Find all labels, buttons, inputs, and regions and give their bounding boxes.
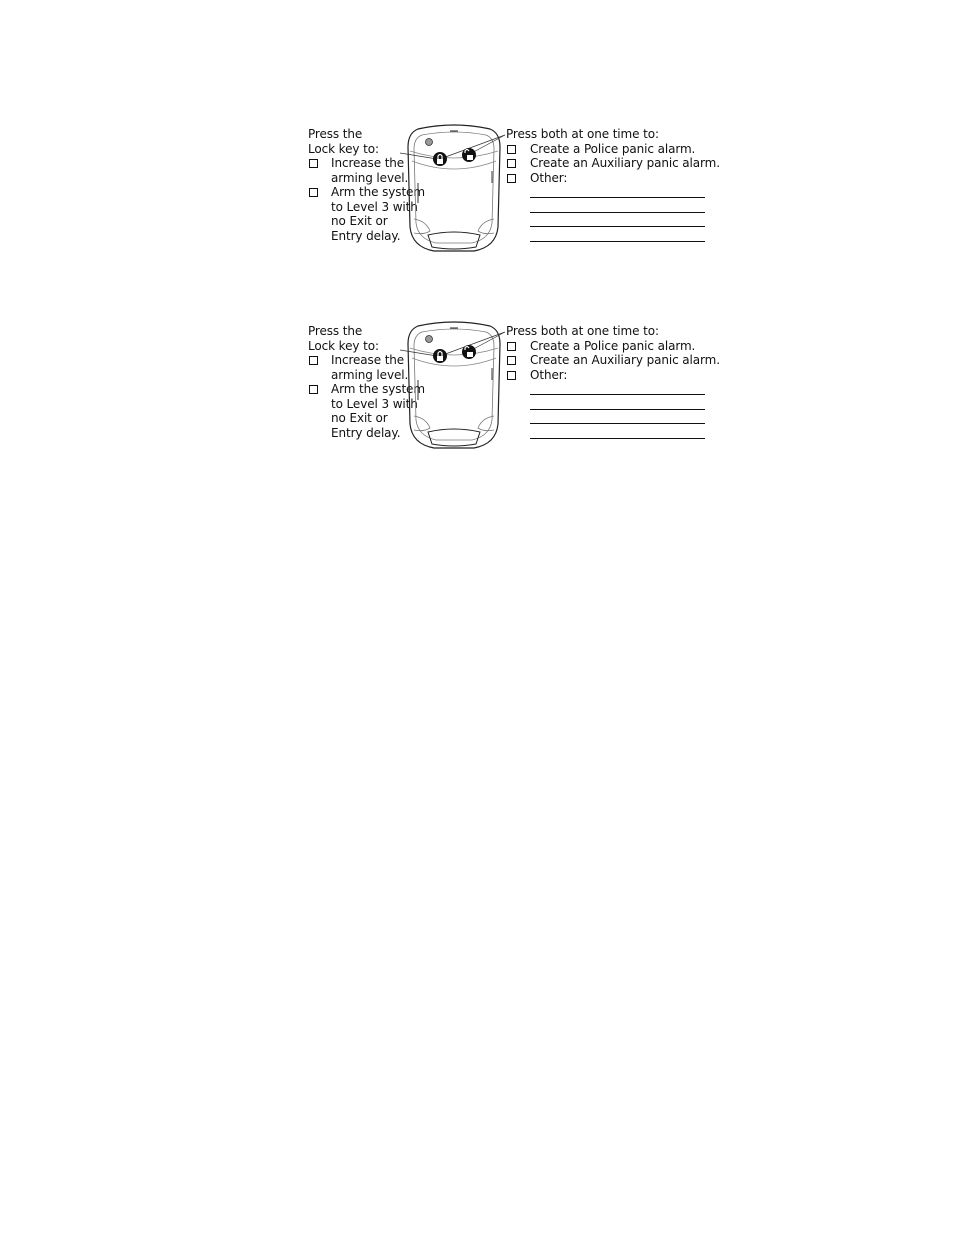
- option-text-line: Arm the system: [331, 185, 425, 199]
- both-option-auxiliary-panic[interactable]: [506, 156, 720, 171]
- option-text-line: to Level 3 with: [331, 199, 418, 214]
- both-keys-instructions: [506, 127, 720, 185]
- blank-write-line[interactable]: [530, 409, 705, 410]
- checkbox-icon[interactable]: [507, 145, 516, 154]
- option-text-line: Create a Police panic alarm.: [530, 338, 696, 353]
- blank-write-line[interactable]: [530, 423, 705, 424]
- lock-intro-line: Lock key to:: [308, 338, 379, 353]
- option-text-line: Entry delay.: [331, 425, 401, 440]
- option-text-line: no Exit or: [331, 214, 388, 228]
- key-fob-remote-icon: [404, 123, 504, 255]
- option-text-line: Create a Police panic alarm.: [530, 141, 696, 156]
- checkbox-icon[interactable]: [309, 356, 318, 365]
- both-intro-text: Press both at one time to:: [506, 127, 659, 141]
- led-indicator-icon: [426, 139, 433, 146]
- keyfob-config-panel-1: [300, 123, 720, 263]
- both-option-police-panic[interactable]: [506, 142, 720, 157]
- both-intro-text: Press both at one time to:: [506, 324, 659, 338]
- lock-intro-line: Press the: [308, 324, 363, 338]
- both-keys-instructions: [506, 324, 720, 382]
- option-text-line: arming level.: [331, 367, 409, 382]
- checkbox-icon[interactable]: [507, 356, 516, 365]
- lock-intro-line: Lock key to:: [308, 141, 379, 156]
- keyfob-config-panel-2: [300, 320, 720, 460]
- checkbox-icon[interactable]: [507, 159, 516, 168]
- option-text-line: Create an Auxiliary panic alarm.: [530, 156, 720, 170]
- blank-write-line[interactable]: [530, 212, 705, 213]
- option-text-line: Arm the system: [331, 382, 425, 396]
- option-text-line: Other:: [530, 367, 568, 382]
- blank-write-line[interactable]: [530, 394, 705, 395]
- both-option-auxiliary-panic[interactable]: [506, 353, 720, 368]
- blank-write-line[interactable]: [530, 241, 705, 242]
- blank-write-line[interactable]: [530, 438, 705, 439]
- checkbox-icon[interactable]: [507, 174, 516, 183]
- checkbox-icon[interactable]: [309, 188, 318, 197]
- option-text-line: Create an Auxiliary panic alarm.: [530, 353, 720, 367]
- option-text-line: no Exit or: [331, 411, 388, 425]
- option-text-line: to Level 3 with: [331, 396, 418, 411]
- checkbox-icon[interactable]: [309, 385, 318, 394]
- key-fob-remote-icon: [404, 320, 504, 452]
- both-option-other[interactable]: [506, 368, 720, 383]
- option-text-line: Other:: [530, 170, 568, 185]
- checkbox-icon[interactable]: [507, 371, 516, 380]
- both-option-police-panic[interactable]: [506, 339, 720, 354]
- checkbox-icon[interactable]: [507, 342, 516, 351]
- blank-write-line[interactable]: [530, 197, 705, 198]
- lock-intro-line: Press the: [308, 127, 363, 141]
- checkbox-icon[interactable]: [309, 159, 318, 168]
- option-text-line: arming level.: [331, 170, 409, 185]
- option-text-line: Increase the: [331, 353, 405, 367]
- led-indicator-icon: [426, 336, 433, 343]
- option-text-line: Entry delay.: [331, 228, 401, 243]
- both-option-other[interactable]: [506, 171, 720, 186]
- option-text-line: Increase the: [331, 156, 405, 170]
- blank-write-line[interactable]: [530, 226, 705, 227]
